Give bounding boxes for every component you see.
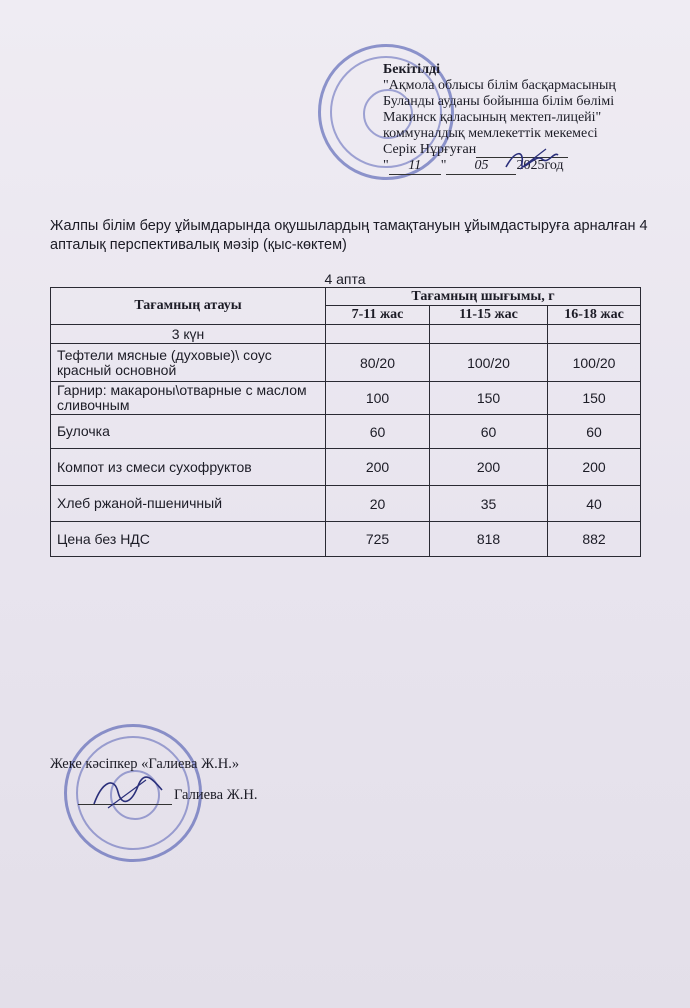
- approval-line-2: Буланды ауданы бойынша білім бөлімі: [383, 94, 615, 109]
- signer-name: Галиева Ж.Н.: [174, 787, 258, 803]
- value-age-3: 60: [548, 415, 641, 449]
- approval-signatory-name: Серік Нұрғуған: [383, 142, 477, 157]
- value-age-3: 882: [548, 522, 641, 557]
- dish-name: Булочка: [51, 415, 326, 449]
- value-age-2: 818: [430, 522, 548, 557]
- value-age-1: 60: [326, 415, 430, 449]
- signature-bottom: [88, 772, 168, 812]
- week-label: 4 апта: [324, 271, 366, 287]
- approval-line-1: "Ақмола облысы білім басқармасының: [383, 78, 616, 93]
- approval-date-year: 2025год: [516, 158, 564, 173]
- column-header-age-3: 16-18 жас: [548, 306, 641, 325]
- dish-name: Тефтели мясные (духовые)\ соус красный основной: [51, 344, 326, 382]
- column-header-age-2: 11-15 жас: [430, 306, 548, 325]
- table-row: [51, 415, 641, 449]
- column-header-yield: Тағамның шығымы, г: [326, 288, 641, 306]
- approval-block: [383, 62, 683, 175]
- value-age-1: 200: [326, 449, 430, 486]
- dish-name: Цена без НДС: [51, 522, 326, 557]
- table-row: [51, 382, 641, 415]
- table-row: [51, 344, 641, 382]
- column-header-age-1: 7-11 жас: [326, 306, 430, 325]
- value-age-2: 35: [430, 486, 548, 522]
- entrepreneur-label: Жеке кәсіпкер «Галиева Ж.Н.»: [50, 756, 240, 772]
- dish-name: Компот из смеси сухофруктов: [51, 449, 326, 486]
- approval-line-4: коммуналдық мемлекеттік мекемесі: [383, 126, 598, 141]
- approval-date-day: 11: [389, 158, 441, 175]
- day-label: 3 күн: [51, 325, 326, 344]
- menu-table: [50, 287, 641, 557]
- document-heading: Жалпы білім беру ұйымдарында оқушылардың тамақтануын ұйымдастыруға арналған 4 апталық перспективалық мәзір (қыс-көктем): [50, 218, 648, 253]
- value-age-1: 20: [326, 486, 430, 522]
- value-age-1: 100: [326, 382, 430, 415]
- value-age-3: 150: [548, 382, 641, 415]
- value-age-2: 60: [430, 415, 548, 449]
- value-age-1: 725: [326, 522, 430, 557]
- approval-date-month: 05: [446, 158, 516, 175]
- approval-line-3: Макинск қаласының мектеп-лицейі": [383, 110, 602, 125]
- approval-date: " 11 " 05 2025год: [383, 158, 564, 173]
- table-row: [51, 449, 641, 486]
- value-age-2: 150: [430, 382, 548, 415]
- value-age-3: 40: [548, 486, 641, 522]
- value-age-3: 100/20: [548, 344, 641, 382]
- table-row: [51, 486, 641, 522]
- value-age-1: 80/20: [326, 344, 430, 382]
- column-header-dish: Тағамның атауы: [51, 288, 326, 325]
- dish-name: Хлеб ржаной-пшеничный: [51, 486, 326, 522]
- value-age-2: 100/20: [430, 344, 548, 382]
- signature-top: [502, 147, 562, 173]
- table-row: [51, 522, 641, 557]
- value-age-2: 200: [430, 449, 548, 486]
- value-age-3: 200: [548, 449, 641, 486]
- approval-signatory: [383, 142, 683, 158]
- dish-name: Гарнир: макароны\отварные с маслом сливочным: [51, 382, 326, 415]
- approval-title: Бекітілді: [383, 62, 441, 77]
